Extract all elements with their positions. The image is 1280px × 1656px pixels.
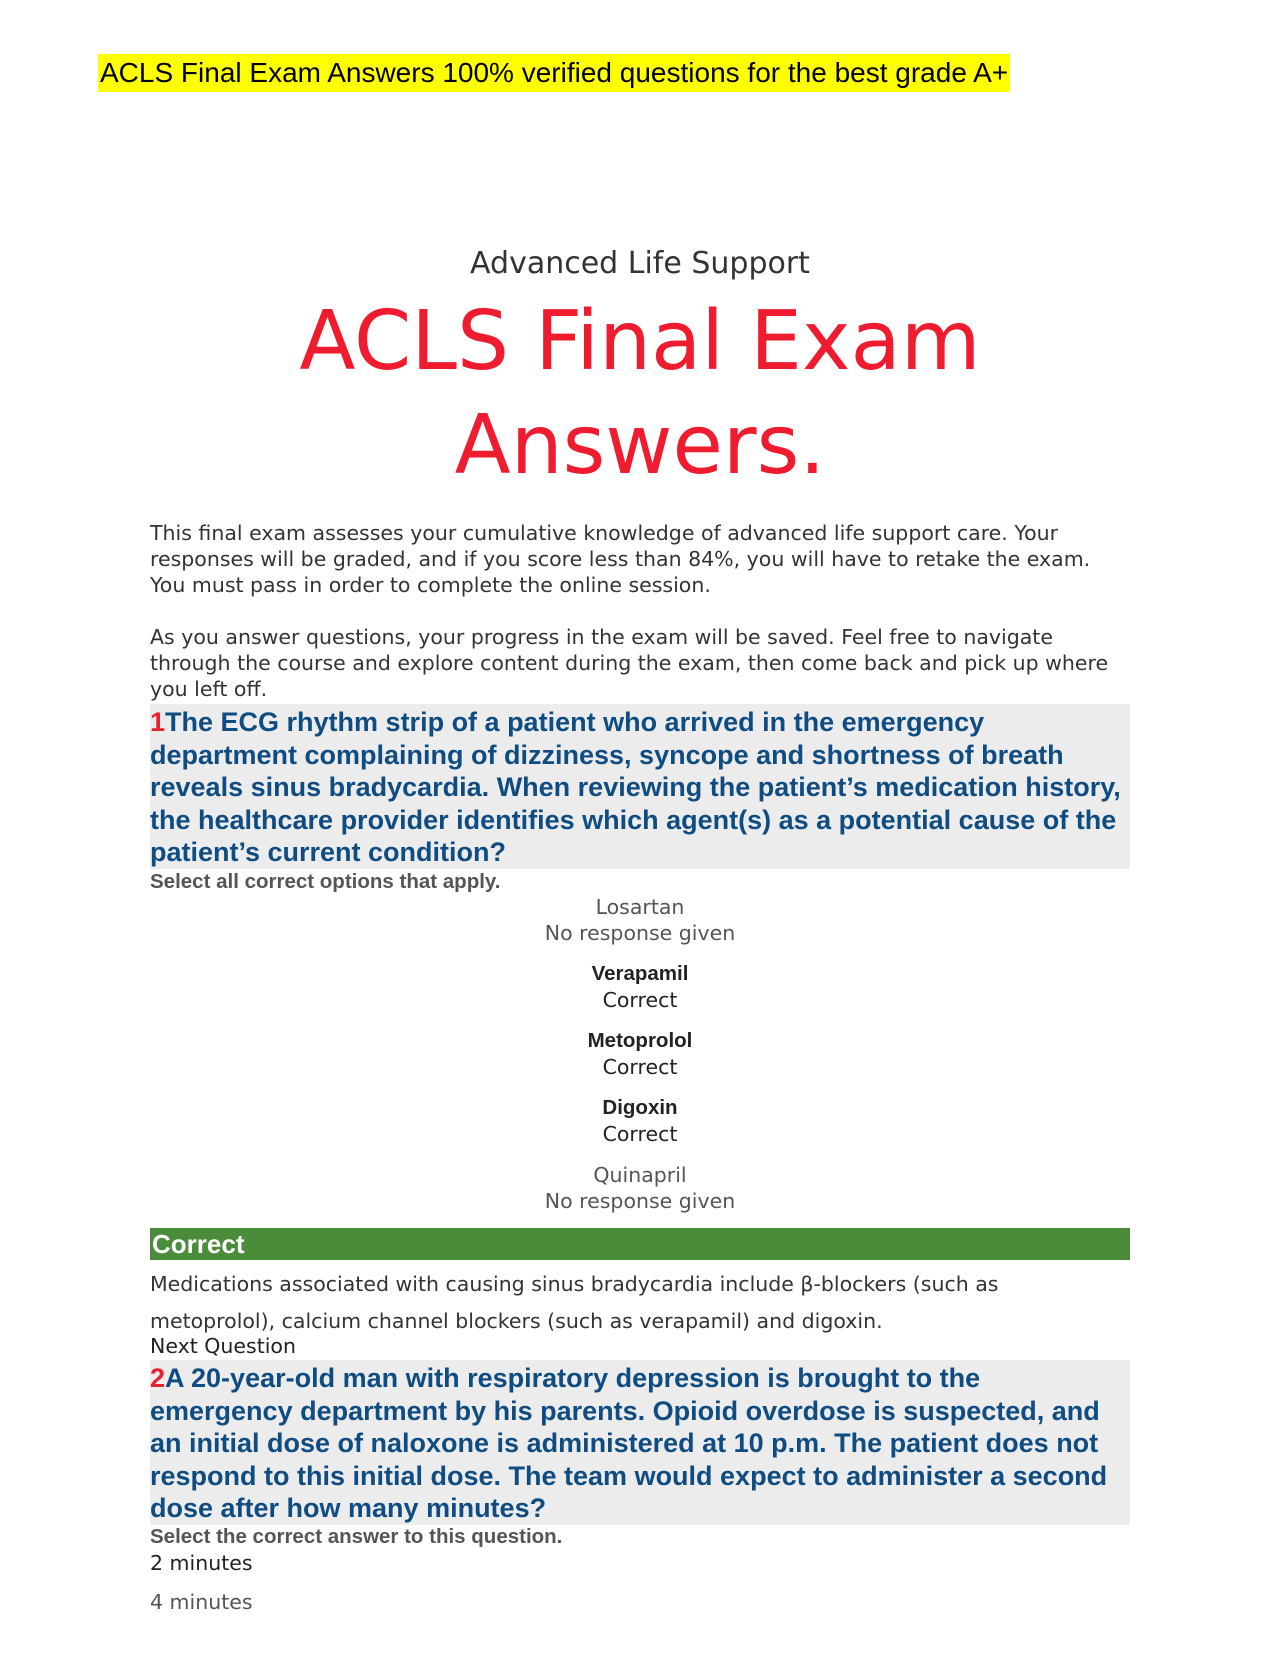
option-label: Metoprolol bbox=[587, 1029, 693, 1052]
option-status: Correct bbox=[602, 1055, 678, 1079]
question-2-answers bbox=[150, 1550, 253, 1628]
question-text: The ECG rhythm strip of a patient who arrived in the emergency department complaining of dizziness, syncope and shortness of breath reveals sinus bradycardia. When reviewing the patient’s medication history, the healthcare provider identifies which agent(s) as a potential cause of the patient’s current condition? bbox=[150, 707, 1121, 867]
header-banner: ACLS Final Exam Answers 100% verified questions for the best grade A+ bbox=[98, 54, 1010, 92]
intro-paragraph-2: As you answer questions, your progress in the exam will be saved. Feel free to navigate through the course and explore content during the exam, then come back and pick up where you left off. bbox=[150, 625, 1109, 701]
result-bar: Correct bbox=[150, 1228, 1130, 1260]
option-status: No response given bbox=[544, 921, 736, 945]
option-quinapril[interactable] bbox=[150, 1162, 1130, 1214]
question-1-instruction: Select all correct options that apply. bbox=[150, 870, 501, 893]
subtitle: Advanced Life Support bbox=[470, 246, 810, 281]
question-text: A 20-year-old man with respiratory depression is brought to the emergency department by his parents. Opioid overdose is suspected, and an initial dose of naloxone is administered at 10 p.m. The patient does not respond to this initial dose. The team would expect to administer a second dose after how many minutes? bbox=[150, 1363, 1108, 1523]
question-1 bbox=[150, 704, 1130, 869]
option-losartan[interactable] bbox=[150, 894, 1130, 946]
option-label: Losartan bbox=[595, 895, 685, 919]
question-2 bbox=[150, 1360, 1130, 1525]
option-status: No response given bbox=[544, 1189, 736, 1213]
option-verapamil[interactable] bbox=[150, 961, 1130, 1013]
option-label: Verapamil bbox=[591, 962, 689, 985]
option-metoprolol[interactable] bbox=[150, 1028, 1130, 1080]
question-number: 2 bbox=[150, 1363, 166, 1393]
answer-option[interactable]: 2 minutes bbox=[150, 1551, 253, 1575]
option-digoxin[interactable] bbox=[150, 1095, 1130, 1147]
answer-explanation: Medications associated with causing sinus bradycardia include β-blockers (such as metoprolol), calcium channel blockers (such as verapamil) and digoxin. bbox=[150, 1272, 999, 1333]
question-2-instruction: Select the correct answer to this question. bbox=[150, 1525, 563, 1548]
page-title bbox=[150, 290, 1130, 498]
intro-paragraph-1: This final exam assesses your cumulative knowledge of advanced life support care. Your responses will be graded, and if you score less than 84%, you will have to retake the exam. You must pass in order to complete the online session. bbox=[150, 521, 1091, 597]
title-line-1: ACLS Final Exam bbox=[299, 294, 981, 389]
next-question-link[interactable]: Next Question bbox=[150, 1334, 296, 1358]
question-1-options bbox=[150, 894, 1130, 1229]
option-status: Correct bbox=[602, 988, 678, 1012]
option-status: Correct bbox=[602, 1122, 678, 1146]
answer-option[interactable]: 4 minutes bbox=[150, 1590, 253, 1614]
question-number: 1 bbox=[150, 707, 166, 737]
option-label: Quinapril bbox=[593, 1163, 687, 1187]
option-label: Digoxin bbox=[602, 1096, 678, 1119]
title-line-2: Answers. bbox=[454, 398, 826, 493]
